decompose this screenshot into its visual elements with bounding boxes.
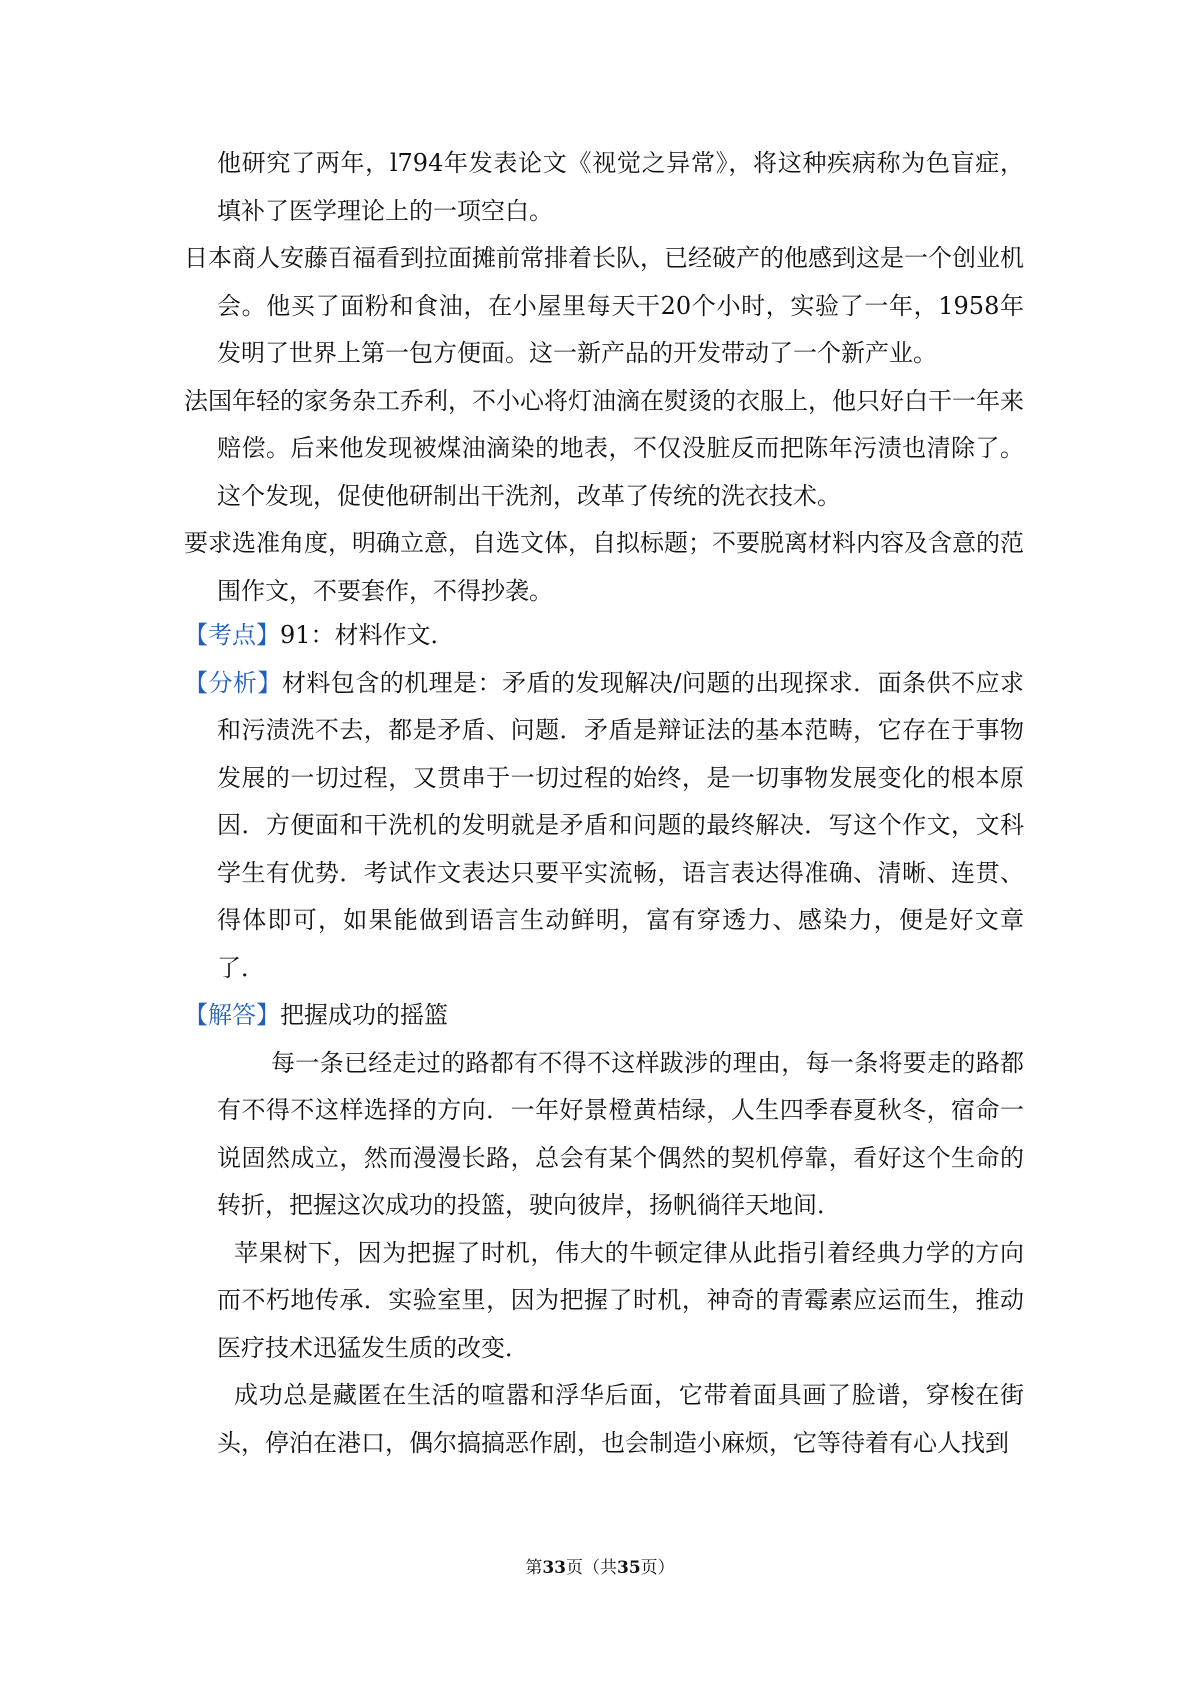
footer-suffix: 页） bbox=[640, 1558, 675, 1578]
essay-paragraph-1: 每一条已经走过的路都有不得不这样跋涉的理由，每一条将要走的路都有不得不这样选择的方向．一年好景橙黄桔绿，人生四季春夏秋冬，宿命一说固然成立，然而漫漫长路，总会有某个偶然的契机停靠，看好这个生命的转折，把握这次成功的投篮，驶向彼岸，扬帆徜徉天地间． bbox=[217, 1048, 1024, 1219]
essay-paragraph-3: 成功总是藏匿在生活的喧嚣和浮华后面，它带着面具画了脸谱，穿梭在街头，停泊在港口，偶尔搞搞恶作剧，也会制造小麻烦，它等待着有心人找到 bbox=[217, 1381, 1024, 1457]
page-footer bbox=[0, 1553, 1200, 1578]
jieda-paragraph bbox=[184, 992, 1024, 1040]
material-section bbox=[184, 140, 1024, 615]
fenxi-text: 材料包含的机理是：矛盾的发现解决/问题的出现探求．面条供不应求和污渍洗不去，都是矛盾、问题．矛盾是辩证法的基本范畴，它存在于事物发展的一切过程，又贯串于一切过程的始终，是一切事物发展变化的根本原因．方便面和干洗机的发明就是矛盾和问题的最终解决．写这个作文，文科学生有优势．考试作文表达只要平实流畅，语言表达得准确、清晰、连贯、得体即可，如果能做到语言生动鲜明，富有穿透力、感染力，便是好文章了． bbox=[217, 668, 1024, 982]
fenxi-label: 【分析】 bbox=[184, 668, 282, 697]
footer-middle: 页（共 bbox=[566, 1558, 617, 1578]
kaodian-text: 91：材料作文． bbox=[280, 621, 455, 649]
essay-paragraph-2: 苹果树下，因为把握了时机，伟大的牛顿定律从此指引着经典力学的方向而不朽地传承．实验室里，因为把握了时机，神奇的青霉素应运而生，推动医疗技术迅猛发生质的改变． bbox=[217, 1238, 1024, 1362]
footer-prefix: 第 bbox=[525, 1558, 543, 1578]
material-item-jolly: 法国年轻的家务杂工乔利，不小心将灯油滴在熨烫的衣服上，他只好白干一年来赔偿。后来他发现被煤油滴染的地表，不仅没脏反而把陈年污渍也清除了。这个发现，促使他研制出干洗剂，改革了传统的洗衣技术。 bbox=[184, 386, 1024, 510]
kaodian-paragraph bbox=[184, 612, 1024, 660]
essay-title: 把握成功的摇篮 bbox=[280, 1001, 448, 1029]
writing-requirement: 要求选准角度，明确立意，自选文体，自拟标题；不要脱离材料内容及含意的范围作文，不要套作，不得抄袭。 bbox=[184, 529, 1024, 605]
jieda-label: 【解答】 bbox=[184, 1001, 280, 1029]
footer-current-page: 33 bbox=[542, 1558, 566, 1578]
material-item-dalton-continued: 他研究了两年，l794年发表论文《视觉之异常》，将这种疾病称为色盲症，填补了医学理论上的一项空白。 bbox=[217, 149, 1024, 225]
material-item-ando: 日本商人安藤百福看到拉面摊前常排着长队，已经破产的他感到这是一个创业机会。他买了面粉和食油，在小屋里每天干20个小时，实验了一年，1958年发明了世界上第一包方便面。这一新产品的开发带动了一个新产业。 bbox=[184, 244, 1024, 367]
analysis-section bbox=[184, 612, 1024, 1467]
fenxi-paragraph bbox=[184, 660, 1024, 993]
kaodian-label: 【考点】 bbox=[184, 621, 280, 649]
footer-total-pages: 35 bbox=[617, 1558, 641, 1578]
